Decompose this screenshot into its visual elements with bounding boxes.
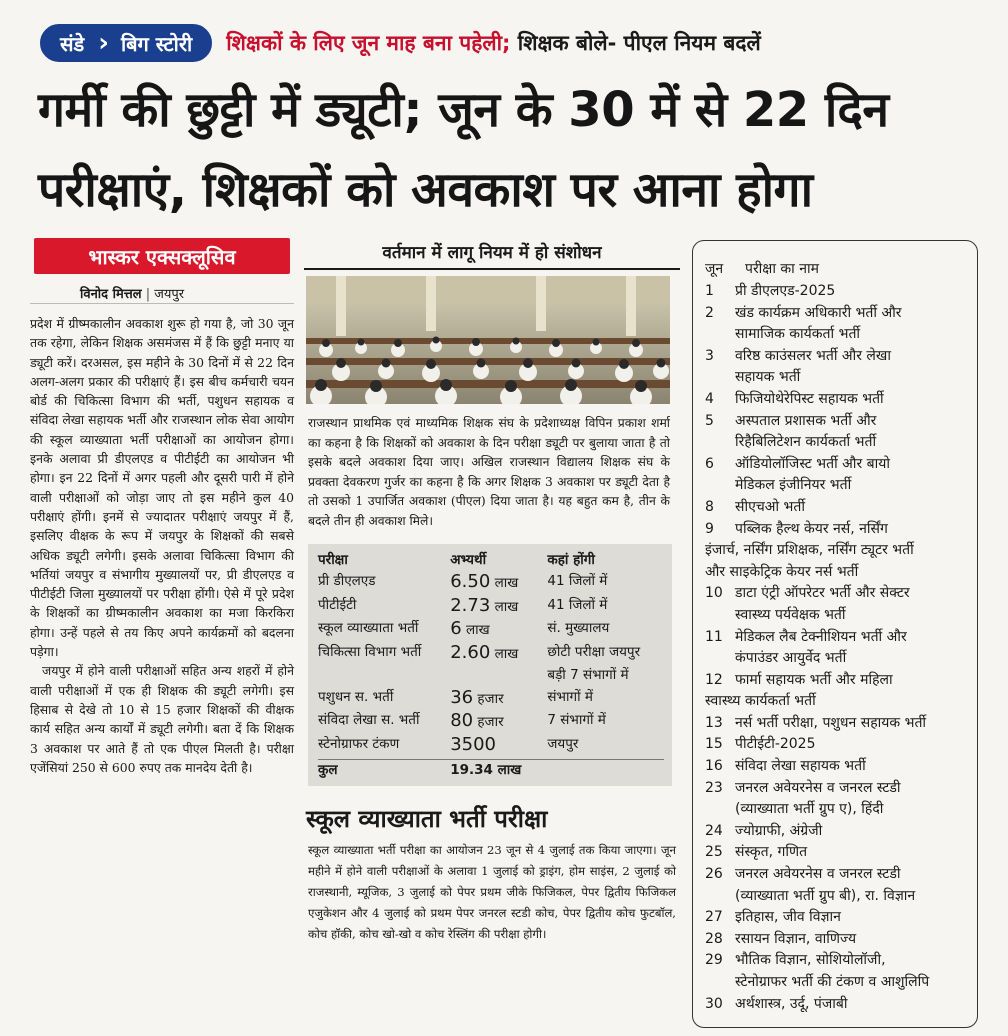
schedule-row: [705, 842, 967, 864]
table-header-candidates: अभ्यर्थी: [450, 551, 487, 568]
schedule-row: [705, 691, 967, 713]
schedule-row: [705, 994, 967, 1016]
schedule-date: 4: [705, 390, 714, 407]
table-cell-location: 41 जिलों में: [547, 573, 608, 590]
schedule-exam-name: संस्कृत, गणित: [735, 844, 808, 861]
table-cell-location: संभागों में: [547, 688, 593, 705]
table-cell-candidates: 6 लाख: [450, 618, 490, 640]
schedule-date: 27: [705, 909, 723, 926]
schedule-date: [705, 605, 735, 627]
schedule-row: [705, 411, 967, 433]
schedule-date: 8: [705, 498, 714, 515]
schedule-date: 28: [705, 930, 723, 947]
schedule-row: [705, 627, 967, 649]
schedule-row: [705, 886, 967, 908]
byline-separator: |: [145, 287, 151, 302]
schedule-header-exam: परीक्षा का नाम: [745, 261, 820, 277]
schedule-exam-name: इंजार्च, नर्सिंग प्रशिक्षक, नर्सिंग ट्यूटर भर्ती: [705, 542, 914, 559]
table-row: [318, 571, 664, 595]
schedule-exam-name: स्वास्थ्य पर्यवेक्षक भर्ती: [735, 606, 846, 623]
kicker-text: [226, 29, 761, 57]
author-name: विनोद मित्तल: [80, 287, 142, 302]
schedule-row: [705, 713, 967, 735]
schedule-date: [705, 475, 735, 497]
schedule-exam-name: मेडिकल इंजीनियर भर्ती: [735, 477, 852, 494]
table-row: [318, 595, 664, 619]
schedule-row: [705, 497, 967, 519]
article-paragraph: प्रदेश में ग्रीष्मकालीन अवकाश शुरू हो गया है, जो 30 जून तक रहेगा, लेकिन शिक्षक असमंजस में हैं कि छुट्टी मनाए या ड्यूटी करें। दरअसल, इस महीने के 30 दिनों में से 22 दिन अलग-अलग प्रकार की परीक्षाएं हैं। इस बीच कर्मचारी चयन बोर्ड की चिकित्सा विभाग की भर्ती, पशुधन सहायक व संविदा लेखा सहायक भर्ती और राजस्थान लोक सेवा आयोग की स्कूल व्याख्याता भर्ती परीक्षाओं का आयोजन होगा। इनके अलावा प्री डीएलएड व पीटीईटी का आयोजन भी होगा। इन 22 दिनों में अगर पहली और दूसरी पारी में होने वाली परीक्षाओं को जोड़ा जाए तो इस महीने कुल 40 परीक्षाएं होंगी। इनमें से ज्यादातर परीक्षाएं जयपुर में हैं, इसलिए वीक्षक के रूप में जयपुर के शिक्षकों की सबसे अधिक ड्यूटी लगेगी। इसके अलावा चिकित्सा विभाग की भर्तियां जयपुर व संभागीय मुख्यालयों पर, प्री डीएलएड व पीटीईटी जिला मुख्यालयों पर परीक्षा होंगी। ऐसे में पूरे प्रदेश के शिक्षकों का ग्रीष्मकालीन अवकाश का मजा किरकिरा होगा। उन्हें पहले से तय किए अपने कार्यक्रमों को बदलना पड़ेगा।: [30, 316, 294, 660]
table-cell-location: 41 जिलों में: [547, 596, 608, 613]
schedule-date: 13: [705, 714, 723, 731]
schedule-exam-name: फार्मा सहायक भर्ती और महिला: [735, 671, 893, 688]
schedule-date: [705, 886, 735, 908]
table-cell-location: बड़ी 7 संभागों में: [547, 667, 629, 684]
schedule-row: [705, 907, 967, 929]
table-cell-location: 7 संभागों में: [547, 712, 606, 729]
table-cell-candidates: 80 हजार: [450, 710, 504, 732]
schedule-row: [705, 950, 967, 972]
table-row: [318, 687, 664, 711]
schedule-exam-name: संविदा लेखा सहायक भर्ती: [735, 758, 866, 775]
schedule-row: [705, 670, 967, 692]
schedule-row: [705, 389, 967, 411]
table-total-value: 19.34 लाख: [450, 762, 522, 779]
schedule-exam-name: भौतिक विज्ञान, सोशियोलॉजी,: [735, 952, 886, 969]
headline-line-1: गर्मी की छुट्टी में ड्यूटी; जून के 30 में से 22 दिन: [38, 82, 889, 138]
schedule-exam-name: वरिष्ठ काउंसलर भर्ती और लेखा: [735, 347, 891, 364]
table-cell-exam: चिकित्सा विभाग भर्ती: [318, 643, 422, 660]
exam-candidates-table: [308, 544, 672, 786]
schedule-row: [705, 519, 967, 541]
table-cell-candidates: 2.73 लाख: [450, 594, 519, 616]
table-header-exam: परीक्षा: [318, 551, 348, 568]
schedule-exam-name: नर्स भर्ती परीक्षा, पशुधन सहायक भर्ती: [735, 714, 927, 731]
table-total-row: [318, 759, 664, 782]
schedule-header-date: जून: [705, 261, 724, 277]
school-lecturer-text: स्कूल व्याख्याता भर्ती परीक्षा का आयोजन 23 जून से 4 जुलाई तक किया जाएगा। जून महीने में होने वाली परीक्षाओं के अलावा 1 जुलाई को ड्राइंग, होम साइंस, 2 जुलाई को राजस्थानी, म्यूजिक, 3 जुलाई को पेपर प्रथम जीके फिजिकल, पेपर द्वितीय फिजिकल एजुकेशन और 4 जुलाई को प्रथम पेपर जनरल स्टडी कोच, पेपर द्वितीय कोच फुटबॉल, कोच हॉकी, कोच खो-खो व कोच रेस्लिंग की परीक्षा होगी।: [308, 842, 676, 941]
schedule-row: [705, 540, 967, 562]
schedule-row: [705, 929, 967, 951]
schedule-list: [705, 281, 967, 1015]
table-header-location: कहां होंगी: [547, 551, 595, 568]
schedule-exam-name: रिहैबिलिटेशन कार्यकर्ता भर्ती: [735, 434, 877, 451]
schedule-row: [705, 562, 967, 584]
schedule-date: [705, 648, 735, 670]
series-pill: [40, 24, 212, 62]
table-cell-exam: [318, 665, 450, 687]
schedule-exam-name: स्टेनोग्राफर भर्ती की टंकण व आशुलिपि: [735, 974, 930, 990]
schedule-date: 6: [705, 455, 714, 472]
schedule-date: [705, 324, 735, 346]
table-cell-exam: संविदा लेखा स. भर्ती: [318, 712, 420, 729]
teacher-union-quote: राजस्थान प्राथमिक एवं माध्यमिक शिक्षक संघ के प्रदेशाध्यक्ष विपिन प्रकाश शर्मा का कहना है कि शिक्षकों को अवकाश के दिन परीक्षा ड्यूटी पर बुलाया जाता है तो इसके बदले अवकाश दिया जाए। अखिल राजस्थान विद्यालय शिक्षक संघ के प्रवक्ता देवकरण गुर्जर का कहना है कि अगर शिक्षक 3 अवकाश पर ड्यूटी देता है तो उसको 1 उपार्जित अवकाश (पीएल) दिया जाता है। यह बहुत कम है, तीन के बदले तीन ही अवकाश मिले।: [308, 416, 670, 528]
table-cell-candidates: 36 हजार: [450, 686, 504, 708]
schedule-exam-name: अस्पताल प्रशासक भर्ती और: [735, 412, 877, 429]
schedule-exam-name: प्री डीएलएड-2025: [735, 283, 836, 299]
table-cell-location: छोटी परीक्षा जयपुर: [547, 643, 641, 660]
schedule-exam-name: जनरल अवेयरनेस व जनरल स्टडी: [735, 779, 901, 796]
schedule-date: 23: [705, 779, 723, 796]
schedule-header: [705, 259, 967, 281]
series-label-bigstory: बिग स्टोरी: [120, 31, 193, 56]
schedule-exam-name: पीटीईटी-2025: [735, 736, 816, 753]
schedule-exam-name: खंड कार्यक्रम अधिकारी भर्ती और: [735, 304, 902, 321]
chevron-right-icon: ›: [98, 28, 109, 58]
table-cell-candidates: [450, 665, 547, 687]
schedule-exam-name: और साइकेट्रिक केयर नर्स भर्ती: [705, 563, 859, 580]
schedule-exam-name: जनरल अवेयरनेस व जनरल स्टडी: [735, 866, 901, 883]
schedule-date: 5: [705, 412, 714, 429]
schedule-date: 16: [705, 758, 723, 775]
schedule-exam-name: मेडिकल लैब टेक्नीशियन भर्ती और: [735, 628, 907, 645]
schedule-date: 26: [705, 866, 723, 883]
schedule-row: [705, 972, 967, 994]
schedule-date: 29: [705, 952, 723, 969]
schedule-row: [705, 864, 967, 886]
left-column: [30, 238, 294, 777]
kicker-black: शिक्षक बोले- पीएल नियम बदलें: [510, 31, 761, 55]
kicker-red: शिक्षकों के लिए जून माह बना पहेली;: [226, 31, 511, 55]
table-cell-location: जयपुर: [547, 735, 579, 752]
schedule-row: [705, 281, 967, 303]
schedule-exam-name: सीएचओ भर्ती: [735, 498, 805, 515]
schedule-date: 11: [705, 628, 723, 645]
schedule-row: [705, 346, 967, 368]
schedule-row: [705, 778, 967, 800]
series-label-sunday: संडे: [42, 26, 98, 60]
school-lecturer-title: स्कूल व्याख्याता भर्ती परीक्षा: [306, 804, 548, 833]
schedule-exam-name: अर्थशास्त्र, उर्दू, पंजाबी: [735, 995, 848, 1012]
schedule-date: 15: [705, 736, 723, 753]
june-exam-schedule: [692, 240, 978, 1028]
schedule-exam-name: ज्योग्राफी, अंग्रेजी: [735, 822, 823, 839]
schedule-exam-name: स्वास्थ्य कार्यकर्ता भर्ती: [705, 693, 816, 710]
table-cell-exam: स्टेनोग्राफर टंकण: [318, 735, 400, 752]
schedule-exam-name: डाटा एंट्री ऑपरेटर भर्ती और सेक्टर: [735, 585, 910, 602]
exam-hall-photo: [306, 276, 670, 404]
schedule-exam-name: (व्याख्याता भर्ती ग्रुप बी), रा. विज्ञान: [735, 887, 916, 904]
exclusive-badge: भास्कर एक्सक्लूसिव: [34, 238, 290, 274]
schedule-date: 30: [705, 995, 723, 1012]
kicker-bar: [40, 20, 980, 66]
schedule-row: [705, 367, 967, 389]
schedule-date: 2: [705, 304, 714, 321]
schedule-row: [705, 432, 967, 454]
schedule-date: 10: [705, 585, 723, 602]
schedule-row: [705, 303, 967, 325]
table-cell-exam: पीटीईटी: [318, 596, 357, 613]
schedule-exam-name: सामाजिक कार्यकर्ता भर्ती: [735, 326, 861, 343]
article-paragraph: जयपुर में होने वाली परीक्षाओं सहित अन्य शहरों में होने वाली परीक्षाओं में एक ही शिक्षक की ड्यूटी लगेगी। इस हिसाब से देखे तो 10 से 15 हजार शिक्षकों की वीक्षक कार्य सहित अन्य कार्यों में ड्यूटी लगेगी। बता दें कि शिक्षक 3 अवकाश पर आते हैं तो एक पीएल मिलती है। परीक्षा एजेंसियां 250 से 600 रुपए तक मानदेय देती है।: [30, 663, 294, 775]
table-cell-exam: पशुधन स. भर्ती: [318, 688, 394, 705]
table-cell-candidates: 2.60 लाख: [450, 641, 519, 663]
table-cell-candidates: 3500: [450, 733, 496, 755]
schedule-exam-name: ऑडियोलॉजिस्ट भर्ती और बायो: [735, 455, 891, 472]
table-cell-exam: स्कूल व्याख्याता भर्ती: [318, 620, 419, 637]
schedule-exam-name: पब्लिक हैल्थ केयर नर्स, नर्सिंग: [735, 520, 888, 537]
schedule-date: [705, 367, 735, 389]
schedule-row: [705, 799, 967, 821]
schedule-date: [705, 432, 735, 454]
table-row: [318, 710, 664, 734]
schedule-exam-name: फिजियोथेरेपिस्ट सहायक भर्ती: [735, 390, 884, 407]
schedule-row: [705, 475, 967, 497]
schedule-row: [705, 734, 967, 756]
schedule-row: [705, 583, 967, 605]
schedule-date: 24: [705, 822, 723, 839]
schedule-row: [705, 821, 967, 843]
table-cell-location: सं. मुख्यालय: [547, 620, 610, 637]
schedule-date: 1: [705, 283, 714, 299]
article-body: [30, 314, 294, 777]
schedule-date: [705, 799, 735, 821]
schedule-exam-name: सहायक भर्ती: [735, 369, 801, 386]
schedule-exam-name: इतिहास, जीव विज्ञान: [735, 909, 841, 926]
middle-column: [304, 240, 680, 945]
exam-hall-illustration: [306, 276, 670, 404]
headline-line-2: परीक्षाएं, शिक्षकों को अवकाश पर आना होगा: [38, 162, 813, 218]
schedule-exam-name: कंपाउंडर आयुर्वेद भर्ती: [735, 650, 847, 667]
table-cell-exam: प्री डीएलएड: [318, 573, 376, 590]
byline: [30, 284, 294, 304]
schedule-row: [705, 324, 967, 346]
schedule-exam-name: (व्याख्याता भर्ती ग्रुप ए), हिंदी: [735, 801, 884, 818]
schedule-row: [705, 756, 967, 778]
table-row: [318, 665, 664, 687]
schedule-date: [705, 972, 735, 994]
byline-city: जयपुर: [154, 287, 185, 302]
table-row: [318, 734, 664, 758]
table-header-row: [318, 550, 664, 572]
schedule-row: [705, 605, 967, 627]
schedule-row: [705, 648, 967, 670]
table-row: [318, 618, 664, 642]
table-cell-candidates: 6.50 लाख: [450, 571, 519, 593]
table-row: [318, 642, 664, 666]
schedule-row: [705, 454, 967, 476]
schedule-date: 3: [705, 347, 714, 364]
section-title: वर्तमान में लागू नियम में हो संशोधन: [304, 240, 680, 270]
schedule-date: 9: [705, 520, 714, 537]
schedule-exam-name: रसायन विज्ञान, वाणिज्य: [735, 930, 857, 947]
schedule-date: 12: [705, 671, 723, 688]
schedule-date: 25: [705, 844, 723, 861]
table-total-label: कुल: [318, 762, 338, 779]
